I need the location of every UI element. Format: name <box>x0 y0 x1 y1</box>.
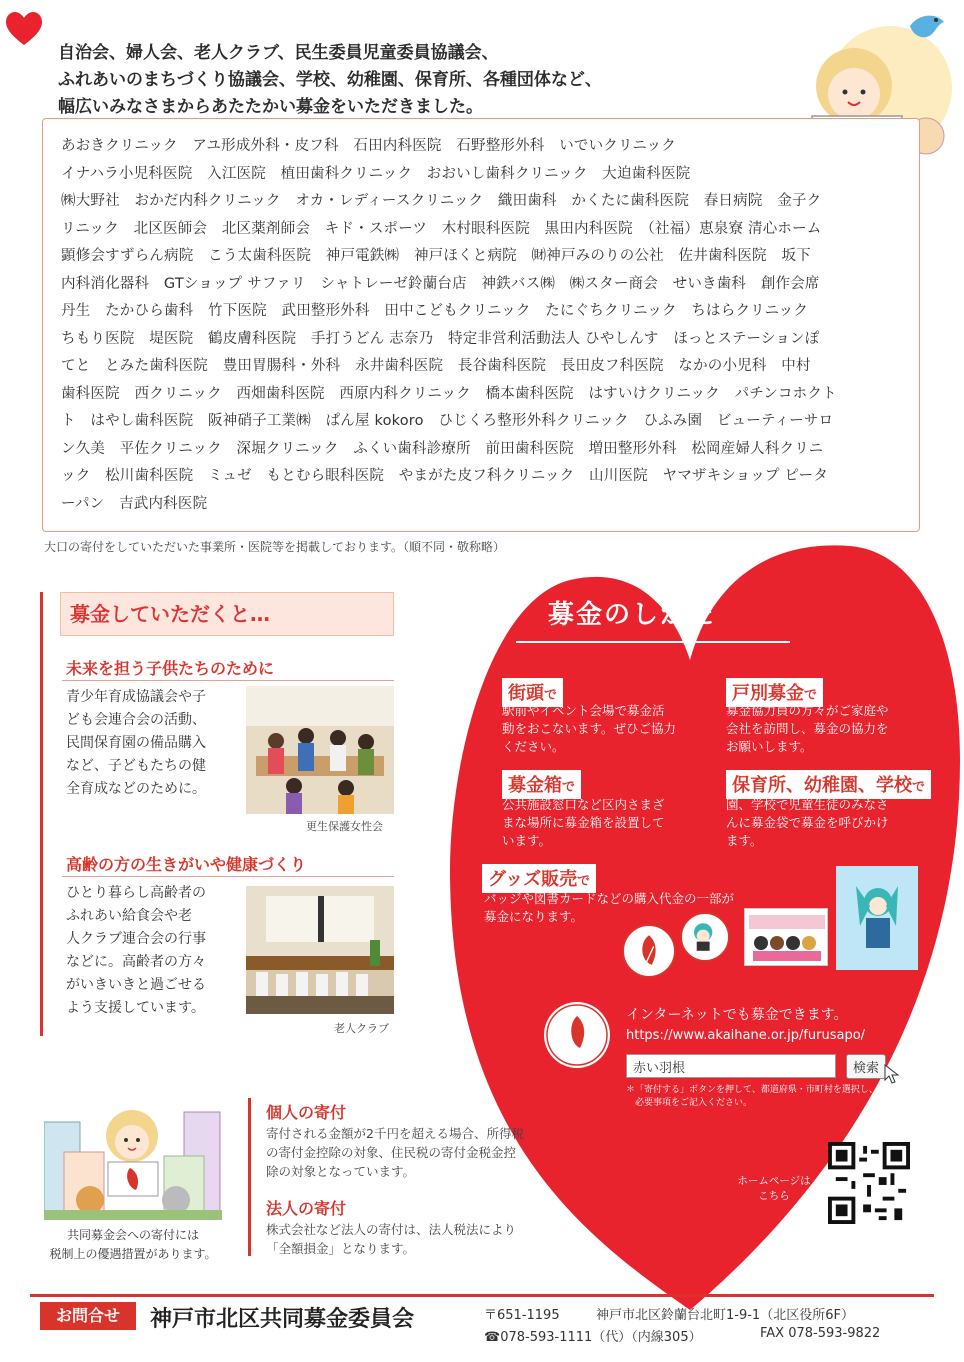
text-line: 全育成などのために。 <box>66 781 206 797</box>
individual-text <box>266 1124 576 1181</box>
heart-icon <box>6 12 42 48</box>
text-line: がいきいきと過ごせる <box>66 977 206 993</box>
text-line: などに。高齢者の方々 <box>66 954 206 970</box>
card-goods <box>744 908 828 966</box>
text-line: います。 <box>502 833 552 848</box>
text-line: 除の対象となっています。 <box>266 1164 416 1179</box>
search-input[interactable]: 赤い羽根 <box>626 1054 836 1078</box>
children-caption: 更生保護女性会 <box>306 820 383 833</box>
donor-note: 大口の寄付をしていただいた事業所・医院等を掲載しております。（順不同・敬称略） <box>44 540 506 554</box>
divider <box>62 876 394 877</box>
donor-line: てと とみた歯科医院 豊田胃腸科・外科 永井歯科医院 長谷歯科医院 長田皮フ科医院 なかの小児科 中村 <box>61 358 811 374</box>
how-title: 募金のしかた <box>548 600 717 630</box>
corporate-text <box>266 1220 576 1258</box>
intro-line: ふれあいのまちづくり協議会、学校、幼稚園、保育所、各種団体など、 <box>58 70 602 90</box>
text-line: まな場所に募金箱を設置して <box>502 815 665 830</box>
text-line: 株式会社など法人の寄付は、法人税法により <box>266 1222 517 1237</box>
divider <box>516 641 790 643</box>
donation-url[interactable]: https://www.akaihane.or.jp/furusapo/ <box>626 1028 866 1043</box>
tax-note <box>40 1226 226 1264</box>
elderly-heading: 高齢の方の生きがいや健康づくり <box>66 855 307 874</box>
feather-badge <box>622 924 676 978</box>
intro-line: 自治会、婦人会、老人クラブ、民生委員児童委員協議会、 <box>58 43 499 63</box>
text-line: ください。 <box>502 739 565 754</box>
tag-text: 募金箱 <box>508 775 562 796</box>
tag-suffix: で <box>804 688 818 703</box>
donor-line: あおきクリニック アユ形成外科・皮フ科 石田内科医院 石野整形外科 いでいクリニック <box>61 138 676 154</box>
tag-suffix: で <box>577 874 591 889</box>
donor-line: ーパン 吉武内科医院 <box>61 495 208 512</box>
elderly-caption: 老人クラブ <box>334 1022 389 1035</box>
elderly-text <box>66 882 242 1020</box>
intro-line: 幅広いみなさまからあたたかい募金をいただきました。 <box>58 97 483 117</box>
donor-line: ック 松川歯科医院 ミュゼ もとむら眼科医院 やまがた皮フ科クリニック 山川医院 ヤマザキショップ ピータ <box>61 468 829 484</box>
text-line: 動をおこないます。ぜひご協力 <box>502 721 677 736</box>
character-icon <box>682 914 728 960</box>
qr-code-icon <box>828 1142 910 1224</box>
text-line: 会社を訪問し、募金の協力を <box>726 721 889 736</box>
children-photo <box>246 686 394 814</box>
text-line: 園、学校で児童生徒のみなさ <box>726 797 889 812</box>
text-line: 青少年育成協議会や子 <box>66 689 206 705</box>
divider <box>62 680 394 681</box>
text-line: ふれあい給食会や老 <box>66 908 192 924</box>
donor-line: ト はやし歯科医院 阪神硝子工業㈱ ぱん屋 kokoro ひじくろ整形外科クリニック ひふみ園 ビューティーサロ <box>61 413 834 429</box>
tag-text: 戸別募金 <box>732 683 804 704</box>
tag-text: グッズ販売 <box>488 869 578 890</box>
contact-label: お問合せ <box>40 1302 136 1330</box>
section-rule <box>40 592 43 1036</box>
donor-line: ン久美 平佐クリニック 深堀クリニック ふくい歯科診療所 前田歯科医院 増田整形外科 松岡産婦人科クリニ <box>61 440 824 457</box>
goods-tag <box>482 864 596 893</box>
text-line: ども会連合会の活動、 <box>66 712 206 728</box>
poster-goods <box>836 866 918 970</box>
school-tag <box>726 770 931 799</box>
donor-line: 丹生 たかひら歯科 竹下医院 武田整形外科 田中こどもクリニック たにぐちクリニック ちはらクリニック <box>61 303 809 319</box>
text-line: 民間保育園の備品購入 <box>66 735 206 751</box>
card-illustration <box>745 909 829 967</box>
text-line: 公共施設窓口など区内さまざ <box>502 797 665 812</box>
elderly-photo <box>246 886 394 1014</box>
footer-divider <box>30 1294 934 1297</box>
text-line: 募金になります。 <box>484 909 584 924</box>
fax: FAX 078-593-9822 <box>760 1326 881 1341</box>
text-line: ます。 <box>726 833 763 848</box>
tag-suffix: で <box>912 780 926 795</box>
donor-line: 歯科医院 西クリニック 西畑歯科医院 西原内科クリニック 橋本歯科医院 はすいけクリニック パチンコホクト <box>61 385 837 402</box>
donor-line: 顕修会すずらん病院 こう太歯科医院 神戸電鉄㈱ 神戸ほくと病院 ㈶神戸みのりの公社 佐井歯科医院 坂下 <box>61 248 811 264</box>
qr-code[interactable] <box>828 1142 910 1224</box>
internet-note <box>626 1084 916 1110</box>
text-line: ひとり暮らし高齢者の <box>66 885 206 901</box>
internet-text: インターネットでも募金できます。 <box>626 1007 848 1023</box>
committee-name: 神戸市北区共同募金委員会 <box>150 1307 415 1332</box>
tag-text: 保育所、幼稚園、学校 <box>732 775 912 796</box>
tag-suffix: で <box>562 780 576 795</box>
text-line: 募金協力員の方々がご家庭や <box>726 703 889 718</box>
text-line: お願いします。 <box>726 739 813 754</box>
children-text <box>66 686 242 801</box>
box-tag <box>502 770 581 799</box>
donor-list <box>42 118 920 532</box>
corporate-heading: 法人の寄付 <box>266 1199 347 1218</box>
text-line: ＊「寄付する」ボタンを押して、都道府県・市町村を選択し、 <box>626 1085 878 1095</box>
text-line: 寄付される金額が2千円を超える場合、所得税 <box>266 1126 524 1141</box>
section-rule <box>248 1098 251 1256</box>
box-text <box>502 796 702 850</box>
individual-heading: 個人の寄付 <box>266 1103 347 1122</box>
tag-text: 街頭 <box>508 683 544 704</box>
postal-code: 〒651-1195 <box>484 1308 560 1323</box>
text-line: バッジや図書カードなどの購入代金の一部が <box>484 891 735 906</box>
text-line: こちら <box>758 1190 790 1202</box>
text-line: んに募金袋で募金を呼びかけ <box>726 815 889 830</box>
intro-text <box>58 40 678 121</box>
uses-title: 募金していただくと… <box>70 602 270 626</box>
tag-suffix: で <box>544 688 558 703</box>
text-line: 共同募金会への寄付には <box>66 1228 199 1242</box>
phone[interactable]: ☎078-593-1111（代）（内線305） <box>484 1330 702 1345</box>
donor-line: リニック 北区医師会 北区薬剤師会 キド・スポーツ 木村眼科医院 黒田内科医院 （社福）恵泉寮 清心ホーム <box>61 220 822 237</box>
text-line: 「全額損金」となります。 <box>266 1241 416 1256</box>
donor-line: ちもり医院 堤医院 鶴皮膚科医院 手打うどん 志奈乃 特定非営利活動法人 ひやしんす ほっとステーションぽ <box>61 330 820 347</box>
character-badge <box>680 912 730 962</box>
text-line: の寄付金控除の対象、住民税の寄付金税金控 <box>266 1145 517 1160</box>
homepage-label <box>724 1174 824 1204</box>
feather-icon <box>544 1002 610 1068</box>
school-text <box>726 796 926 850</box>
search-button[interactable]: 検索 <box>846 1054 886 1079</box>
text-line: よう支援しています。 <box>66 1000 205 1016</box>
feather-icon <box>624 926 674 976</box>
cursor-icon <box>884 1064 900 1084</box>
children-heading: 未来を担う子供たちのために <box>66 659 275 678</box>
donor-line: 内科消化器科 GTショップ サファリ シャトレーゼ鈴蘭台店 神鉄バス㈱ ㈱スター商会 せいき歯科 創作会席 <box>61 275 820 292</box>
donor-line: ㈱大野社 おかだ内科クリニック オカ・レディースクリニック 織田歯科 かくたに歯科医院 春日病院 金子ク <box>61 193 822 209</box>
furusapo-logo <box>544 1002 610 1068</box>
text-line: 税制上の優遇措置があります。 <box>49 1247 217 1261</box>
door-text <box>726 702 926 756</box>
town-illustration <box>44 1092 222 1232</box>
donor-line: イナハラ小児科医院 入江医院 植田歯科クリニック おおいし歯科クリニック 大迫歯科医院 <box>61 165 691 182</box>
street-text <box>502 702 702 756</box>
text-line: など、子どもたちの健 <box>66 758 206 774</box>
text-line: 駅前やイベント会場で募金活 <box>502 703 665 718</box>
address: 神戸市北区鈴蘭台北町1-9-1（北区役所6F） <box>596 1308 854 1323</box>
poster-illustration <box>836 866 918 970</box>
text-line: 人クラブ連合会の行事 <box>66 931 206 947</box>
text-line: ホームページは <box>737 1175 811 1187</box>
text-line: 必要事項をご記入ください。 <box>626 1098 753 1108</box>
